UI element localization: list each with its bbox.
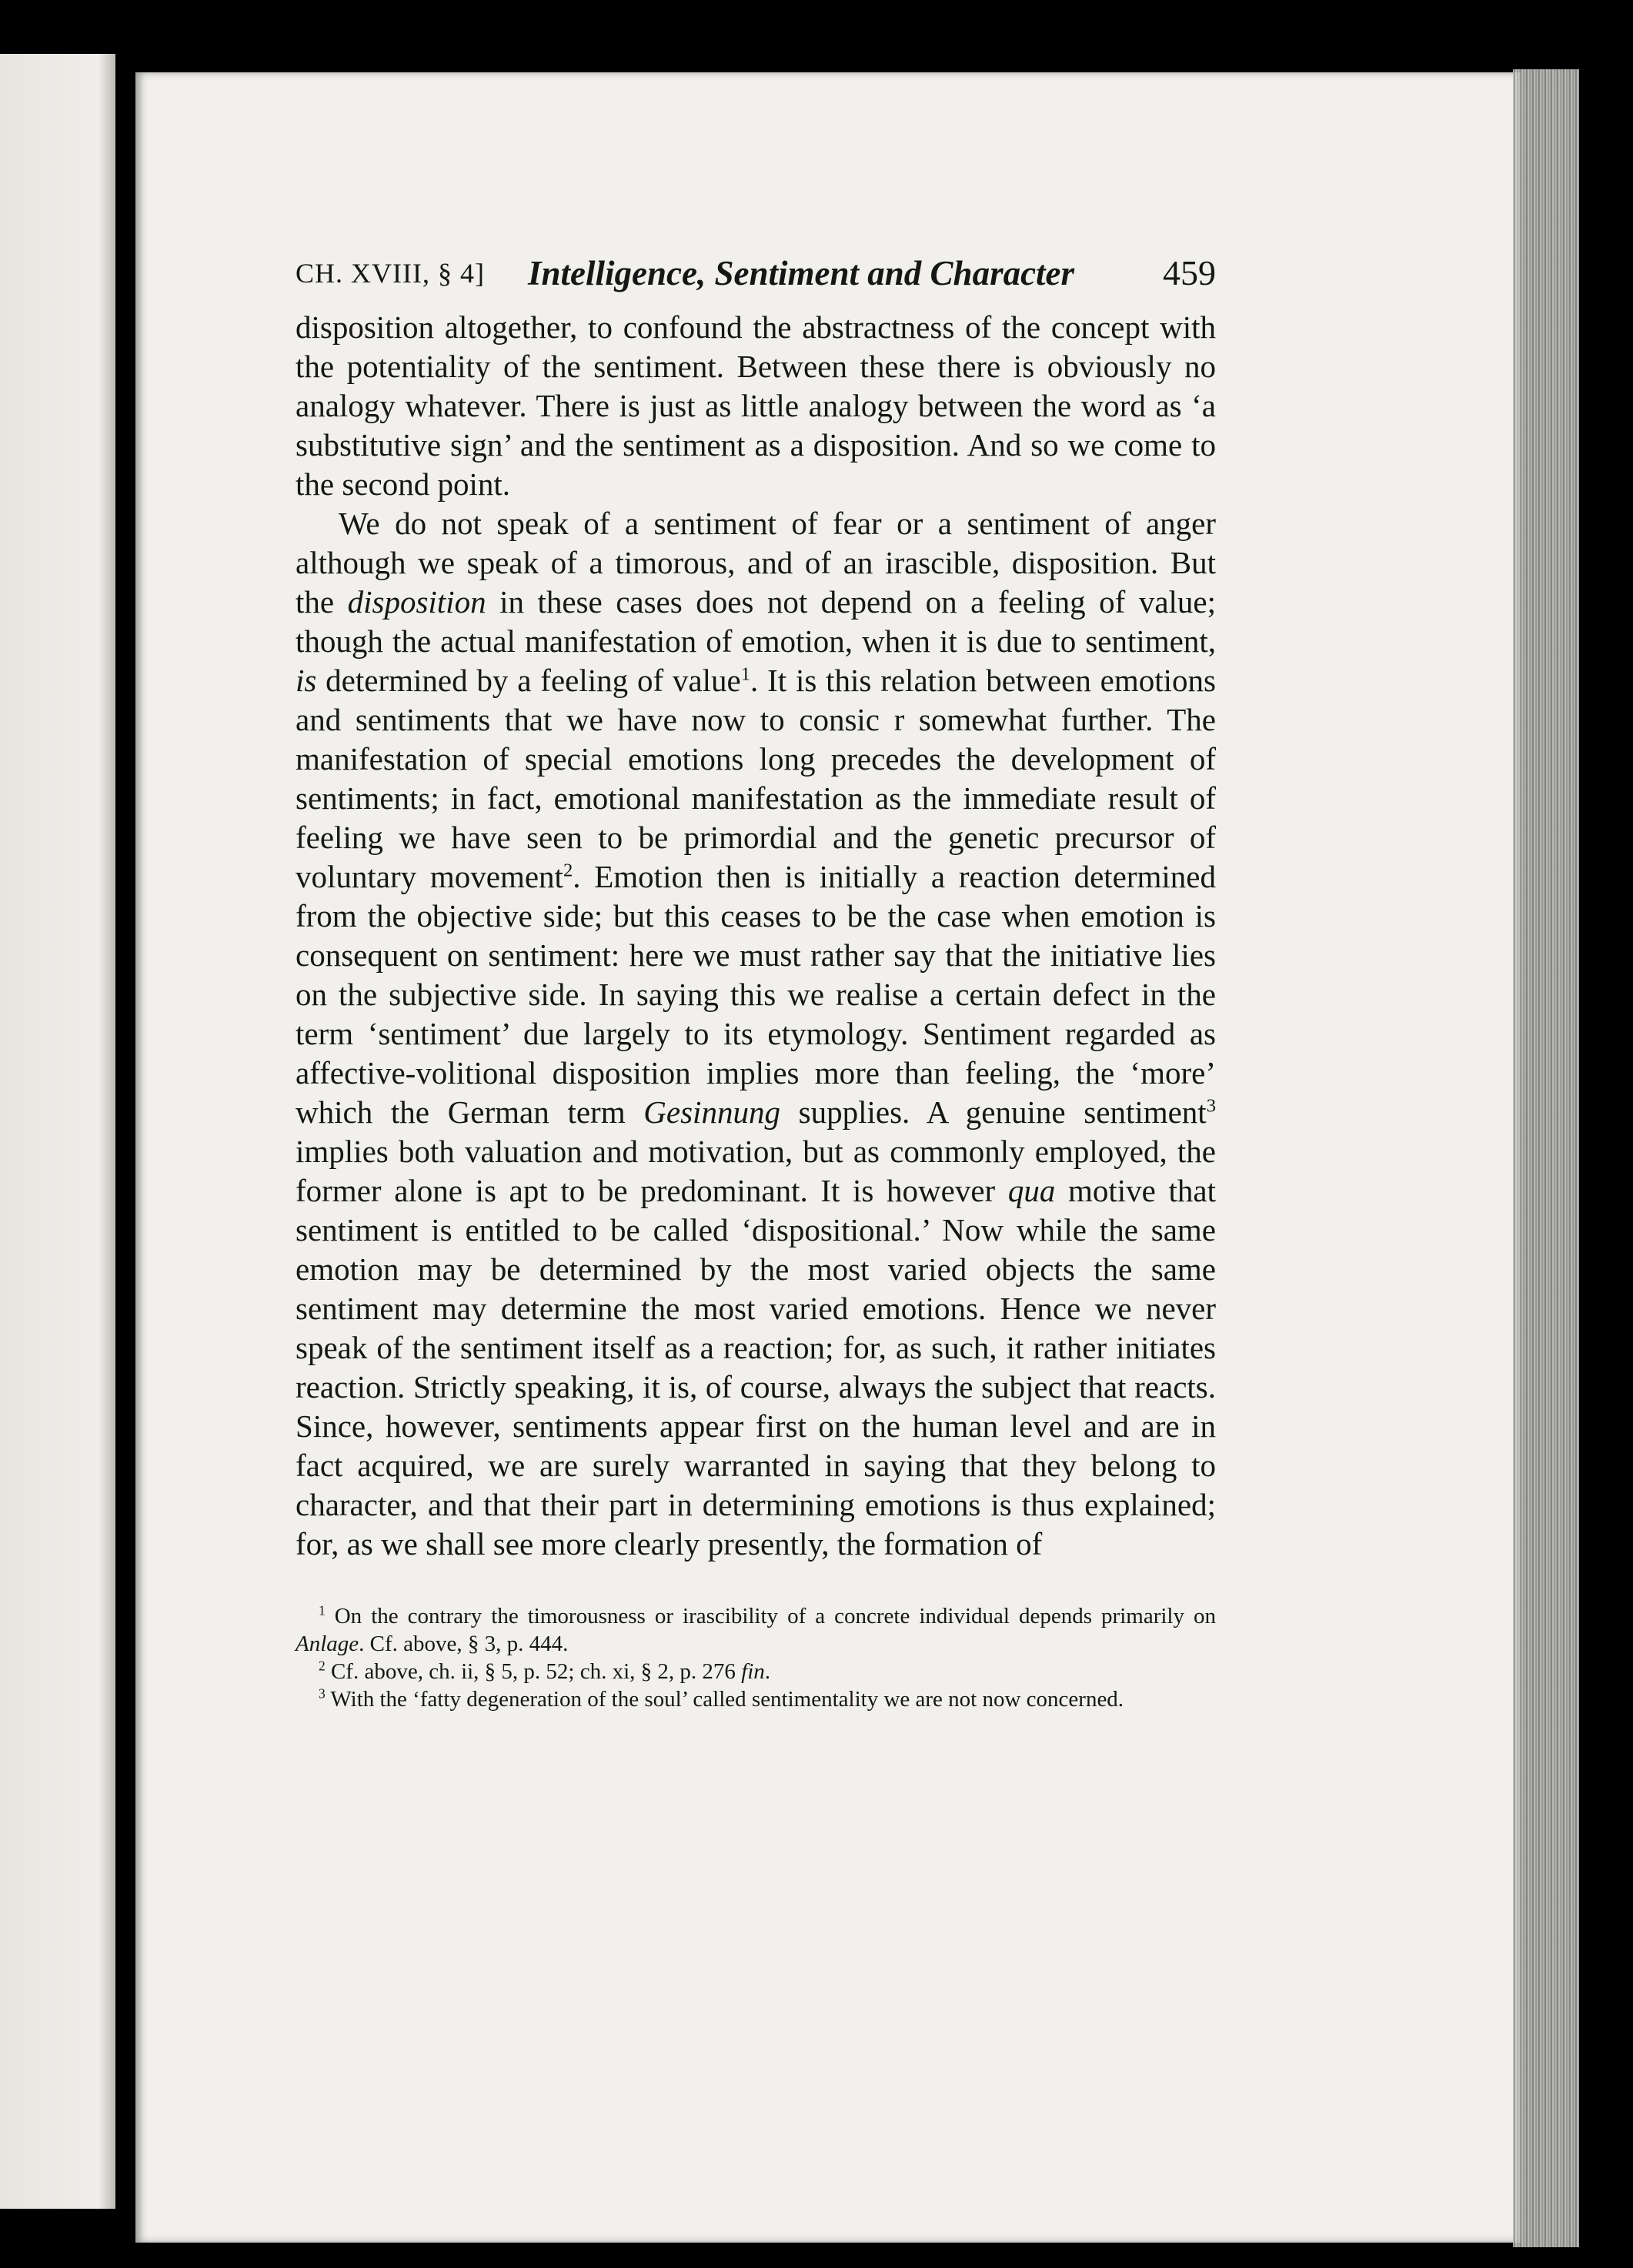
facing-page-edge — [0, 54, 115, 2209]
body-text — [296, 308, 1216, 1564]
footnote-reference: 2 — [563, 860, 573, 881]
text-run: determined by a feeling of value — [316, 663, 741, 698]
page-number: 459 — [1163, 253, 1216, 292]
footnote-marker: 2 — [319, 1658, 326, 1674]
running-title: Intelligence, Sentiment and Character — [528, 254, 1075, 292]
footnote-text: . Cf. above, § 3, p. 444. — [359, 1632, 569, 1656]
footnotes — [296, 1602, 1216, 1713]
footnote-3 — [296, 1685, 1216, 1713]
text-run: . It is this relation between emotions and sentiments that we have now to consic r somewhat further. The manifestation of special emotions long precedes the development of sentiments; in fact, emotional manifestation as the immediate result of feeling we have seen to be primordial and the genetic precursor of voluntary movement — [296, 663, 1216, 894]
footnote-2 — [296, 1658, 1216, 1685]
italic-term: qua — [1007, 1173, 1056, 1208]
chapter-section-label: CH. XVIII, § 4] — [296, 258, 485, 289]
footnote-text: Cf. above, ch. ii, § 5, p. 52; ch. xi, § 2, p. 276 — [325, 1659, 742, 1684]
footnote-reference: 3 — [1206, 1095, 1216, 1117]
footnote-marker: 3 — [319, 1685, 326, 1702]
text-run: in these cases does not depend on a feeling of value; though the actual manifestation of emotion, when it is due to sentiment, — [296, 584, 1217, 659]
footnote-text: . — [764, 1659, 771, 1684]
italic-term: Gesinnung — [643, 1094, 780, 1130]
paragraph-continued: disposition altogether, to confound the abstractness of the concept with the potentiality of the sentiment. Between these there is obviously no analogy whatever. There is just as little analogy between the word as ‘a substitutive sign’ and the sentiment as a disposition. And so we come to the second point. — [296, 309, 1216, 502]
page-stack-edge — [1513, 69, 1579, 2247]
page-text-block — [296, 246, 1216, 1713]
text-run: motive that sentiment is entitled to be called ‘dispositional.’ Now while the same emotion may be determined by the most varied objects the same sentiment may determine the most varied emotions. Hence we never speak of the sentiment itself as a reaction; for, as such, it rather initiates reaction. Strictly speaking, it is, of course, always the subject that reacts. Since, however, sentiments appear first on the human level and are in fact acquired, we are surely warranted in saying that they belong to character, and that their part in determining emotions is thus explained; for, as we shall see more clearly presently, the formation of — [296, 1173, 1216, 1562]
footnote-text: With the ‘fatty degeneration of the soul’ called sentimentality we are not now concerned. — [325, 1687, 1124, 1712]
paragraph-main — [296, 504, 1216, 1564]
text-run: supplies. A genuine sentiment — [780, 1094, 1207, 1130]
footnote-1 — [296, 1602, 1216, 1658]
italic-term: Anlage — [296, 1632, 359, 1656]
text-run: We do not speak of a sentiment of fear or a sentiment of anger although we speak of a timorous, and of an irascible, disposition. But the — [296, 506, 1216, 620]
footnote-text: On the contrary the timorousness or irascibility of a concrete individual depends primarily on — [325, 1604, 1216, 1628]
text-run: . Emotion then is initially a reaction determined from the objective side; but this ceases to be the case when emotion is consequent on sentiment: here we must rather say that the initiative lies on the subjective side. In saying this we realise a certain defect in the term ‘sentiment’ due largely to its etymology. Sentiment regarded as affective-volitional disposition implies more than feeling, the ‘more’ which the German term — [296, 859, 1216, 1130]
italic-term: disposition — [347, 584, 486, 620]
italic-term: is — [296, 663, 317, 698]
footnote-marker: 1 — [319, 1602, 326, 1618]
footnote-reference: 1 — [740, 663, 751, 685]
text-run: implies both valuation and motivation, but as commonly employed, the former alone is apt to be predominant. It is however — [296, 1134, 1216, 1208]
italic-term: fin — [741, 1659, 765, 1684]
running-head — [296, 246, 1216, 300]
